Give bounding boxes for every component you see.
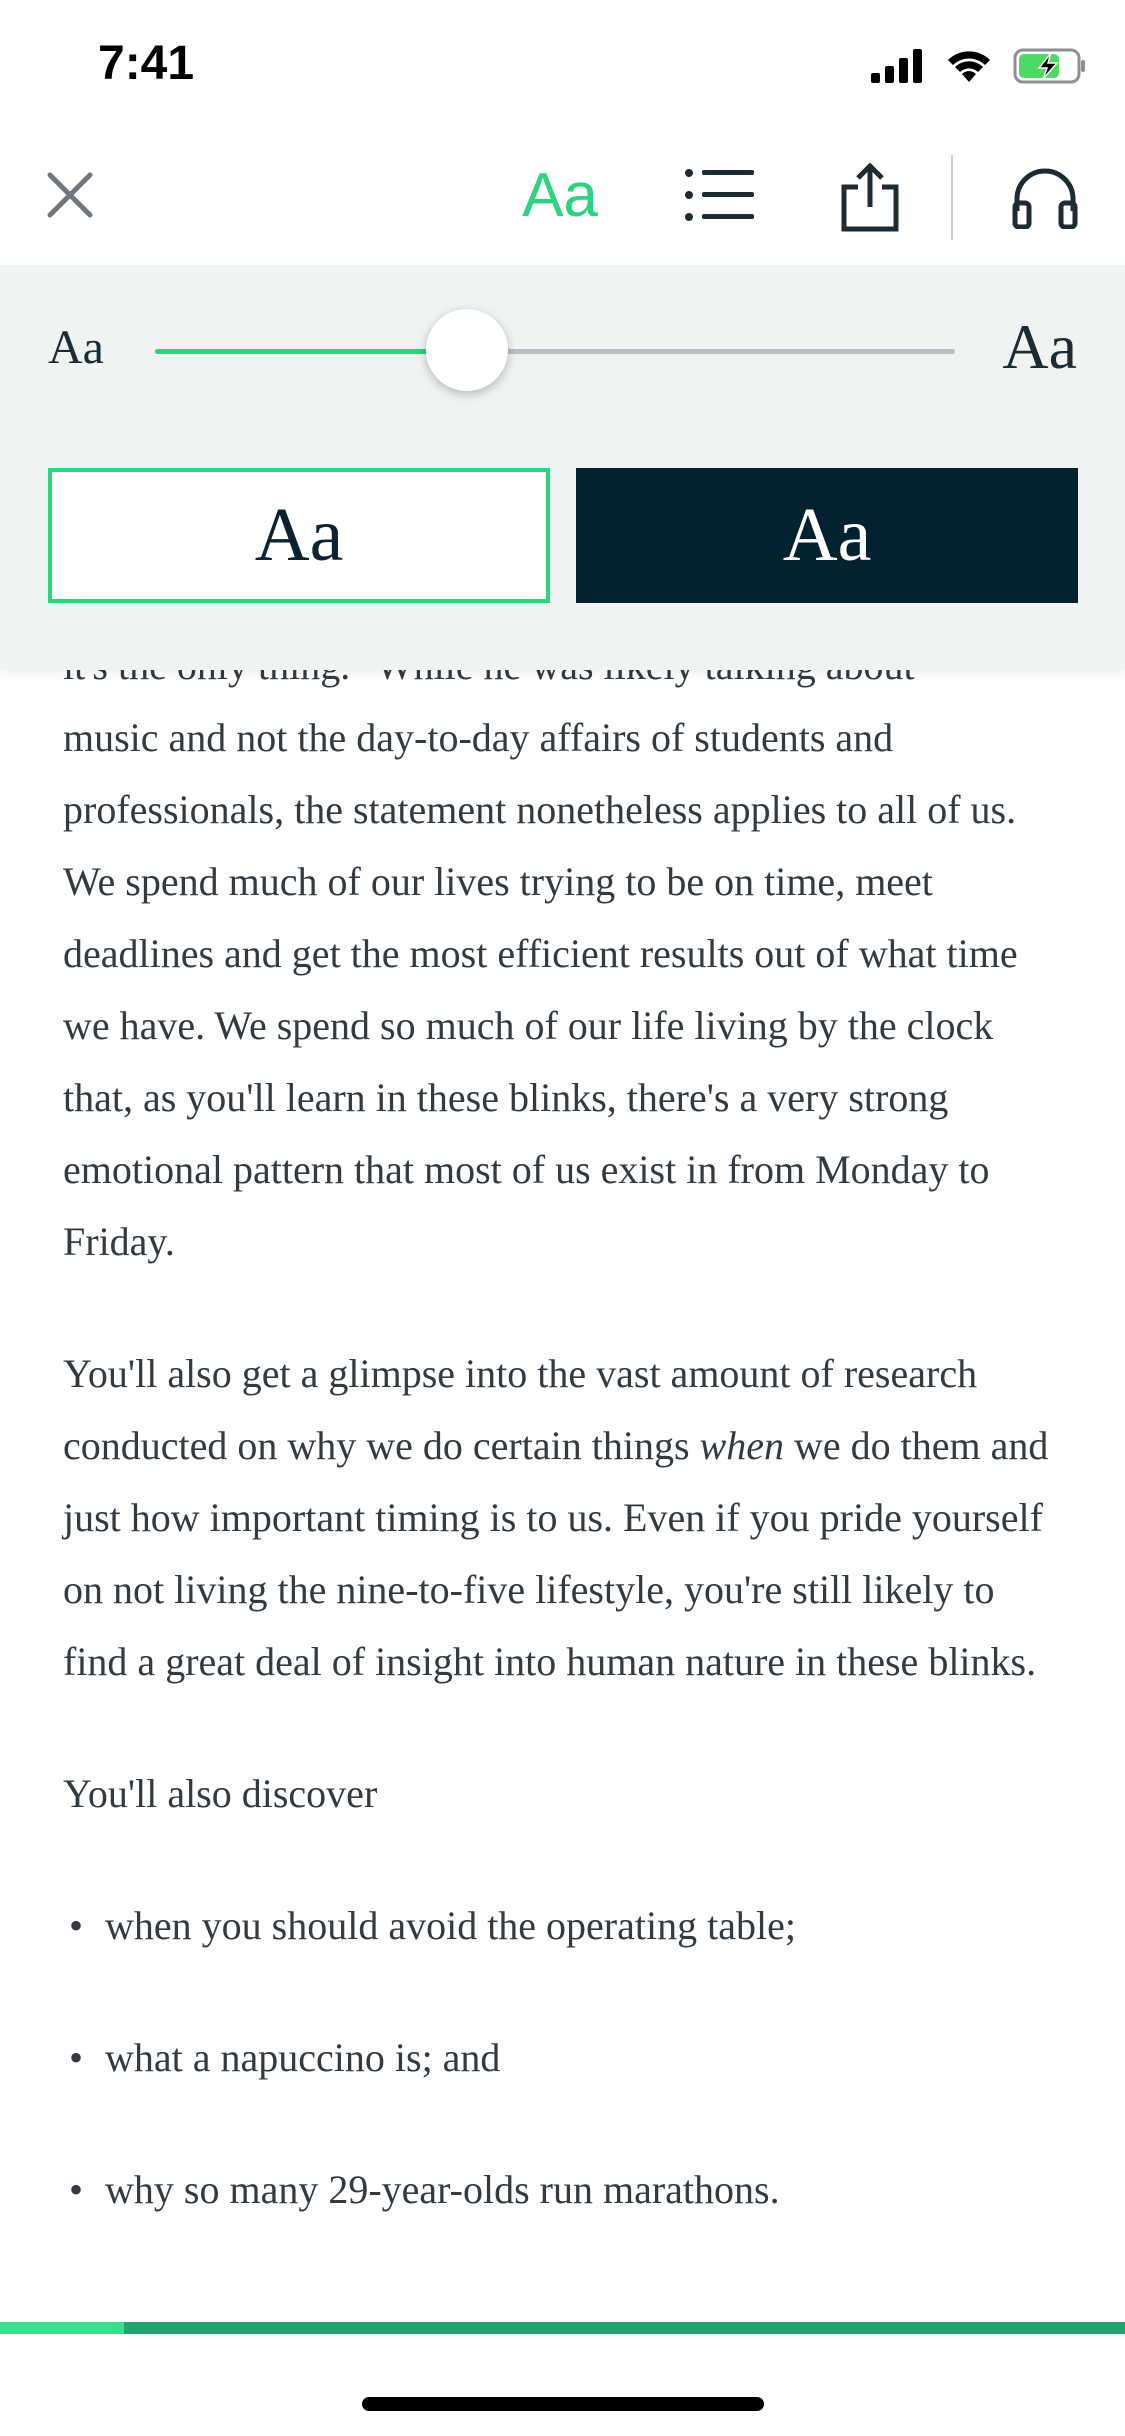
list-item: [63, 2154, 1063, 2226]
audio-button[interactable]: [1000, 155, 1090, 240]
text-settings-panel: [0, 265, 1125, 670]
reader-toolbar: [0, 130, 1125, 265]
bullet: •: [69, 2167, 84, 2212]
bullet: •: [69, 1903, 84, 1948]
list-item: [63, 2022, 1063, 2094]
font-size-slider-fill: [155, 349, 467, 354]
emphasis-text: when: [699, 1423, 784, 1468]
paragraph: [63, 1338, 1063, 1698]
home-indicator[interactable]: [362, 2397, 764, 2411]
font-size-large-label: Aa: [1002, 311, 1077, 382]
status-bar: [0, 0, 1125, 130]
status-icons: [871, 48, 1087, 84]
font-size-slider-thumb[interactable]: [426, 309, 508, 391]
bullet: •: [69, 2035, 84, 2080]
status-time: 7:41: [98, 37, 195, 90]
wifi-icon: [945, 48, 993, 84]
discover-list: [63, 1890, 1063, 2226]
font-settings-button[interactable]: Aa: [522, 160, 598, 230]
paragraph: You'll also discover: [63, 1771, 378, 1816]
list-item: [63, 1890, 1063, 1962]
theme-dark-button[interactable]: Aa: [576, 468, 1078, 603]
cellular-signal-icon: [871, 49, 925, 83]
reading-progress-fill: [0, 2322, 124, 2334]
paragraph: music and not the day-to-day affairs of students and professionals, the statement nonetheless applies to all of us. We spend much of our lives trying to be on time, meet deadlines and get the most efficient results out of what time we have. We spend so much of our life living by the clock that, as you'll learn in these blinks, there's a very strong emotional pattern that most of us exist in from Monday to Friday.: [63, 715, 1018, 1264]
share-icon: [840, 163, 900, 233]
close-button[interactable]: [30, 155, 110, 235]
theme-light-button[interactable]: Aa: [48, 468, 550, 603]
headphones-icon: [1011, 167, 1079, 229]
font-size-slider[interactable]: [155, 349, 955, 354]
close-icon: [46, 171, 94, 219]
list-icon: [684, 168, 756, 222]
table-of-contents-button[interactable]: [670, 155, 770, 235]
font-size-small-label: Aa: [48, 321, 104, 374]
battery-charging-icon: [1013, 48, 1087, 84]
share-button[interactable]: [820, 150, 920, 245]
list-item-text: why so many 29-year-olds run marathons.: [105, 2167, 780, 2212]
list-item-text: when you should avoid the operating table;: [105, 1903, 796, 1948]
list-item-text: what a napuccino is; and: [105, 2035, 501, 2080]
paragraph-text: we do them and just how important timing is to us. Even if you pride yourself on not living the nine-to-five lifestyle, you're still likely to find a great deal of insight into human nature in these blinks.: [63, 1423, 1049, 1684]
toolbar-divider: [951, 155, 953, 240]
reading-content: [63, 630, 1063, 2286]
paragraph-text: You'll also get a glimpse into the vast amount of research conducted on why we do certain things: [63, 1351, 978, 1468]
reading-progress-bar: [0, 2322, 1125, 2334]
